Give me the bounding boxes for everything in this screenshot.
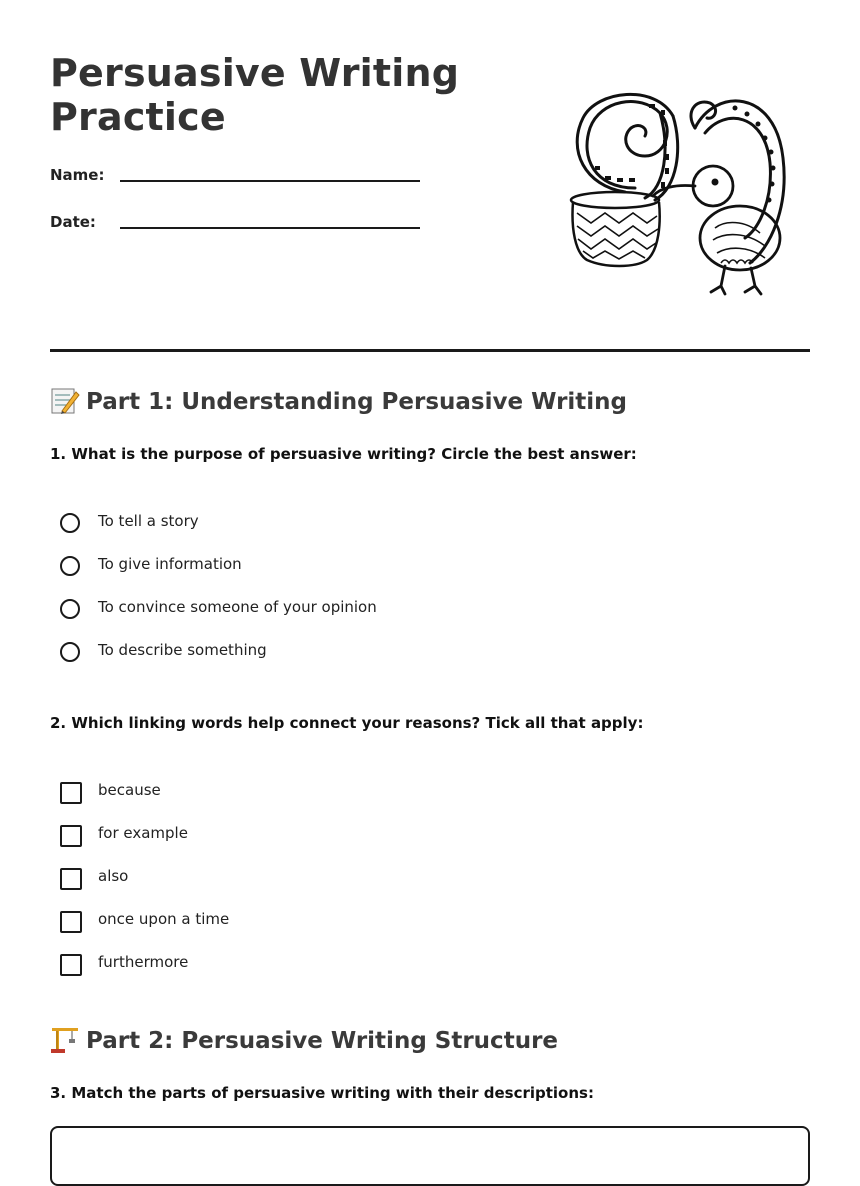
matching-table <box>50 1126 810 1186</box>
worksheet-header <box>50 0 810 352</box>
option-label: once upon a time <box>98 910 230 928</box>
q2-option[interactable] <box>60 781 760 807</box>
part2-heading <box>50 1025 558 1054</box>
option-label: for example <box>98 824 188 842</box>
tick-box[interactable] <box>60 911 82 933</box>
part2-heading-text: Part 2: Persuasive Writing Structure <box>86 1028 559 1054</box>
tick-box[interactable] <box>60 868 82 890</box>
question-3: 3. Match the parts of persuasive writing with their descriptions: <box>50 1084 594 1102</box>
name-label: Name: <box>50 166 105 184</box>
construction-crane-icon <box>50 1025 80 1053</box>
circle-choice[interactable] <box>60 556 80 576</box>
tick-box[interactable] <box>60 825 82 847</box>
name-input-line[interactable] <box>120 180 420 182</box>
q1-option[interactable] <box>60 641 760 667</box>
name-field <box>50 166 420 196</box>
memo-icon <box>50 386 80 414</box>
option-label: To give information <box>98 555 242 573</box>
option-label: furthermore <box>98 953 189 971</box>
question-1: 1. What is the purpose of persuasive writing? Circle the best answer: <box>50 445 637 463</box>
date-input-line[interactable] <box>120 227 420 229</box>
tick-box[interactable] <box>60 954 82 976</box>
option-label: because <box>98 781 161 799</box>
q2-option[interactable] <box>60 910 760 936</box>
option-label: To convince someone of your opinion <box>98 598 377 616</box>
circle-choice[interactable] <box>60 642 80 662</box>
q2-option[interactable] <box>60 867 760 893</box>
option-label: also <box>98 867 129 885</box>
worksheet-title: Persuasive Writing Practice <box>50 51 460 139</box>
part1-heading <box>50 386 627 415</box>
question-2: 2. Which linking words help connect your reasons? Tick all that apply: <box>50 714 644 732</box>
date-field <box>50 213 420 243</box>
circle-choice[interactable] <box>60 599 80 619</box>
q2-option[interactable] <box>60 824 760 850</box>
option-label: To tell a story <box>98 512 199 530</box>
q1-option[interactable] <box>60 598 760 624</box>
q1-option[interactable] <box>60 512 760 538</box>
tick-box[interactable] <box>60 782 82 804</box>
q1-option[interactable] <box>60 555 760 581</box>
circle-choice[interactable] <box>60 513 80 533</box>
worksheet-page <box>50 0 810 1102</box>
date-label: Date: <box>50 213 96 231</box>
option-label: To describe something <box>98 641 267 659</box>
part1-heading-text: Part 1: Understanding Persuasive Writing <box>86 389 628 415</box>
kiwi-bird-basket-illustration <box>565 88 790 308</box>
q2-option[interactable] <box>60 953 760 979</box>
